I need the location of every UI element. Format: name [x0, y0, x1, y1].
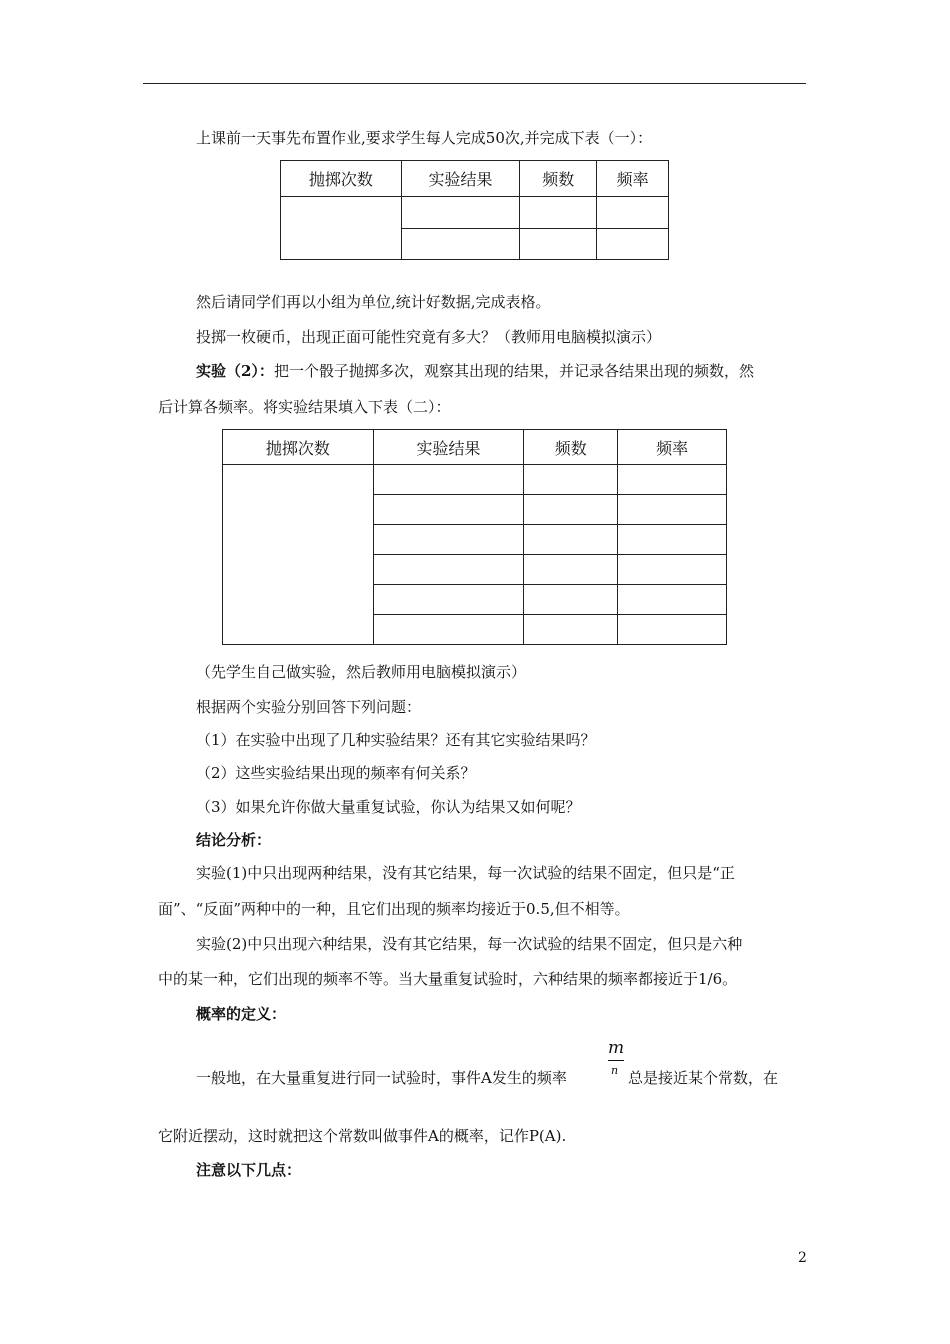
- table-two: [222, 429, 727, 645]
- conclusion-heading: 结论分析：: [196, 831, 272, 849]
- para-coin: 投掷一枚硬币，出现正面可能性究竟有多大？（教师用电脑模拟演示）: [196, 328, 662, 346]
- table-one-cell: [401, 229, 520, 260]
- fraction-denominator: n: [611, 1064, 619, 1077]
- header-rule: [143, 83, 806, 84]
- table-one-header-throws: 抛掷次数: [281, 161, 402, 197]
- table-one-cell: [401, 197, 520, 229]
- table-two-cell: [524, 615, 618, 645]
- notes-heading: 注意以下几点：: [196, 1161, 302, 1179]
- table-two-cell: [618, 465, 727, 495]
- table-two-cell: [373, 585, 524, 615]
- conclusion-two-line1: 实验(2)中只出现六种结果，没有其它结果，每一次试验的结果不固定，但只是六种: [196, 935, 743, 953]
- table-two-cell: [373, 465, 524, 495]
- para-answer: 根据两个实验分别回答下列问题：: [196, 698, 422, 716]
- para-demo: （先学生自己做实验，然后教师用电脑模拟演示）: [196, 663, 527, 681]
- table-two-cell: [373, 495, 524, 525]
- experiment-two-label: 实验（2）：: [196, 362, 274, 380]
- definition-heading: 概率的定义：: [196, 1005, 287, 1023]
- table-one-cell: [281, 197, 402, 260]
- experiment-two-line2: 后计算各频率。将实验结果填入下表（二）：: [158, 398, 451, 416]
- table-one-header-frequency: 频率: [597, 161, 669, 197]
- table-two-cell: [618, 555, 727, 585]
- table-two-cell: [618, 495, 727, 525]
- page-number: 2: [798, 1250, 807, 1266]
- table-two-header-result: 实验结果: [373, 430, 524, 465]
- table-two-cell: [618, 525, 727, 555]
- table-one-cell: [597, 197, 669, 229]
- fraction-numerator: m: [608, 1038, 625, 1058]
- conclusion-two-line2: 中的某一种，它们出现的频率不等。当大量重复试验时，六种结果的频率都接近于1/6。: [158, 970, 738, 988]
- table-two-cell: [373, 555, 524, 585]
- definition-line2: 它附近摆动，这时就把这个常数叫做事件A的概率，记作P(A).: [158, 1127, 567, 1145]
- table-two-cell: [524, 525, 618, 555]
- question-2: （2）这些实验结果出现的频率有何关系？: [196, 764, 476, 782]
- table-two-cell: [618, 615, 727, 645]
- table-one-header-count: 频数: [520, 161, 597, 197]
- table-two-cell: [223, 465, 374, 645]
- table-two-cell: [373, 525, 524, 555]
- table-two-cell: [618, 585, 727, 615]
- conclusion-one-line1: 实验(1)中只出现两种结果，没有其它结果，每一次试验的结果不固定，但只是“正: [196, 864, 735, 882]
- table-one-cell: [520, 197, 597, 229]
- table-two-cell: [524, 585, 618, 615]
- table-one: [280, 160, 669, 260]
- fraction-bar: [608, 1060, 624, 1061]
- question-3: （3）如果允许你做大量重复试验，你认为结果又如何呢？: [196, 798, 581, 816]
- table-one-cell: [597, 229, 669, 260]
- conclusion-one-line2: 面”、“反面”两种中的一种，且它们出现的频率均接近于0.5,但不相等。: [158, 900, 630, 918]
- question-1: （1）在实验中出现了几种实验结果？还有其它实验结果吗？: [196, 731, 596, 749]
- experiment-two-text: 把一个骰子抛掷多次，观察其出现的结果，并记录各结果出现的频数，然: [273, 362, 754, 380]
- table-two-cell: [524, 465, 618, 495]
- table-one-cell: [520, 229, 597, 260]
- para-group: 然后请同学们再以小组为单位,统计好数据,完成表格。: [196, 293, 551, 311]
- table-two-header-count: 频数: [524, 430, 618, 465]
- table-one-header-result: 实验结果: [401, 161, 520, 197]
- table-two-header-frequency: 频率: [618, 430, 727, 465]
- intro-line: 上课前一天事先布置作业,要求学生每人完成50次,并完成下表（一）：: [196, 129, 653, 147]
- table-two-header-throws: 抛掷次数: [223, 430, 374, 465]
- definition-line1-a: 一般地，在大量重复进行同一试验时，事件A发生的频率: [196, 1069, 567, 1087]
- table-two-cell: [373, 615, 524, 645]
- table-two-cell: [524, 555, 618, 585]
- experiment-two-line1: [196, 361, 754, 381]
- table-two-cell: [524, 495, 618, 525]
- definition-line1-b: 总是接近某个常数，在: [628, 1069, 779, 1087]
